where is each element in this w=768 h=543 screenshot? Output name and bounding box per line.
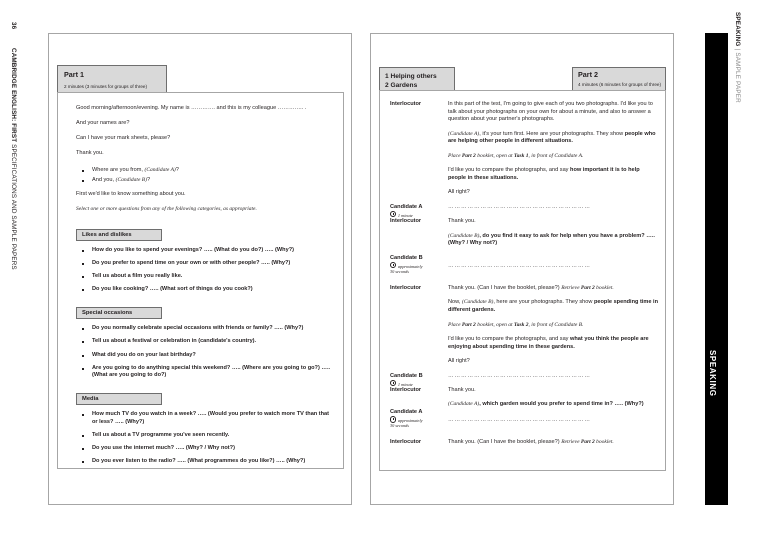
- retrieve-bold-part2: Part 2: [580, 284, 595, 291]
- speaker-candidate-a: [390, 204, 448, 218]
- dialogue-row: [390, 285, 658, 366]
- intro-paragraph: In this part of the test, I'm going to give each of you two photographs. I'd like you to talk about your photographs on your own for about a minute, and also to answer a question about your partner's photographs.: [448, 101, 653, 123]
- timing-thirty-seconds: [390, 416, 448, 428]
- candidate-a-ref: (Candidate A): [448, 401, 480, 408]
- intro-line-3: Can I have your mark sheets, please?: [76, 135, 171, 142]
- bullet-text-plain-after: ?: [146, 176, 151, 183]
- retrieve-bold-part2: Part 2: [580, 439, 595, 446]
- retrieve-paragraph-1: [448, 285, 658, 293]
- dotted-line-text: …………………………………………………………: [448, 416, 591, 423]
- turn-b-plain: , here are your photographs. They show: [493, 299, 594, 306]
- compare-2-bold: what you think the people are enjoying about spending time in these gardens.: [448, 336, 649, 350]
- spacer: [390, 274, 658, 285]
- dialogue-text: [448, 285, 658, 366]
- list-item: Do you prefer to spend time on your own or with other people? ….. (Why?): [76, 260, 332, 268]
- timing-text: 1 minute: [397, 381, 413, 387]
- part1-subtitle: 2 minutes (3 minutes for groups of three): [64, 83, 147, 89]
- clock-icon: [390, 211, 396, 217]
- list-item: Do you like cooking? ….. (What sort of things do you cook?): [76, 286, 332, 294]
- running-head-left-bold: CAMBRIDGE ENGLISH: FIRST: [10, 48, 17, 143]
- retrieve-italic-pre: Retrieve: [561, 284, 581, 291]
- candidate-b-ref: (Candidate B): [448, 232, 480, 239]
- compare-1-paragraph: [448, 167, 658, 182]
- left-margin: [0, 0, 34, 543]
- retrieve-italic-post: booklet.: [594, 439, 614, 446]
- place-mid1: booklet, open at: [475, 321, 514, 328]
- dialogue-text: [448, 439, 658, 447]
- place-task1-instruction: [448, 153, 658, 160]
- speaker-candidate-b: [390, 255, 448, 274]
- clock-icon: [390, 416, 396, 422]
- timing-text-approximately: approximately: [397, 418, 423, 424]
- answer-dotted-line: [448, 255, 658, 270]
- bullet-text-plain-before: And you,: [92, 176, 116, 183]
- spacer: [390, 428, 658, 439]
- intro-line-4: Thank you.: [76, 150, 104, 157]
- speaker-interlocutor: Interlocutor: [390, 439, 422, 446]
- list-item: How do you like to spend your evenings? ….. (What do you do?) ….. (Why?): [76, 247, 332, 255]
- running-head-left-rest: SPECIFICATIONS AND SAMPLE PAPERS: [10, 142, 17, 270]
- retrieve-italic-pre: Retrieve: [561, 439, 581, 446]
- all-right-2: All right?: [448, 358, 470, 365]
- running-head-left: [10, 48, 17, 270]
- retrieve-pre: Thank you. (Can I have the booklet, please?): [448, 439, 562, 446]
- timing-thirty-seconds: [390, 262, 448, 274]
- part1-content-frame: [57, 92, 344, 469]
- speaker-label: Candidate B: [390, 372, 423, 379]
- question-a-bold: , which garden would you prefer to spend time in? ….. (Why?): [479, 401, 644, 408]
- dialogue-text: [448, 218, 658, 248]
- part2-topics-box: [379, 67, 455, 91]
- place-mid2: , in front of Candidate B.: [528, 321, 584, 328]
- list-item: Do you use the internet much? ….. (Why? / Why not?): [76, 445, 332, 453]
- place-pre: Place: [448, 152, 462, 159]
- all-right-1: All right?: [448, 189, 470, 196]
- dialogue-row: [390, 373, 658, 387]
- section-tab: [705, 33, 728, 505]
- dotted-line-text: …………………………………………………………: [448, 262, 591, 269]
- intro-line-1: Good morning/afternoon/evening. My name is …………. and this is my colleague ………….. .: [76, 105, 307, 111]
- selection-instruction: Select one or more questions from any of the following categories, as appropriate.: [76, 206, 257, 213]
- retrieve-italic-post: booklet.: [594, 284, 614, 291]
- speaker-interlocutor: Interlocutor: [390, 386, 422, 393]
- list-item: Tell us about a TV programme you've seen recently.: [76, 432, 332, 440]
- clock-icon: [390, 380, 396, 386]
- list-item: How much TV do you watch in a week? ….. (Would you prefer to watch more TV than that or less? ….. (Why?): [76, 411, 332, 426]
- part1-title: Part 1: [64, 70, 84, 79]
- speaker-interlocutor: Interlocutor: [390, 218, 422, 225]
- speaker-interlocutor: Interlocutor: [390, 284, 422, 291]
- after-bullets-line: First we'd like to know something about you.: [76, 191, 186, 198]
- category-label-likes-and-dislikes: Likes and dislikes: [76, 229, 162, 242]
- place-mid2: , in front of Candidate A.: [528, 152, 584, 159]
- part2-subtitle: 4 minutes (6 minutes for groups of three): [578, 81, 661, 87]
- part1-header-box: [57, 65, 167, 93]
- question-b-bold: , do you find it easy to ask for help when you have a problem? ….. (Why? / Why not?): [448, 232, 655, 247]
- bullet-text-italic: (Candidate A): [144, 166, 176, 173]
- list-item: Tell us about a film you really like.: [76, 273, 332, 281]
- turn-b-bold: people spending time in different gardens.: [448, 299, 659, 314]
- answer-dotted-line: …………………………………………………………: [448, 372, 591, 379]
- retrieve-paragraph-2: [448, 439, 658, 447]
- spacer: [390, 248, 658, 255]
- timing-one-minute: [390, 211, 448, 218]
- thank-you-2: Thank you.: [448, 386, 476, 393]
- timing-text-seconds: 30 seconds: [390, 268, 409, 274]
- place-task2-instruction: [448, 322, 658, 329]
- compare-2-paragraph: [448, 336, 658, 351]
- place-bold-part2: Part 2: [461, 321, 476, 328]
- part2-content-frame: [379, 90, 666, 471]
- place-bold-task2: Task 2: [513, 321, 529, 328]
- turn-b-pre: Now,: [448, 299, 462, 306]
- answer-dotted-line: [448, 409, 658, 424]
- turn-a-bold: people who are helping other people in different situations.: [448, 130, 656, 145]
- dialogue-row: [390, 218, 658, 248]
- speaker-candidate-a: [390, 409, 448, 428]
- running-head-right: [734, 12, 741, 103]
- question-a-paragraph: [448, 401, 658, 409]
- place-bold-part2: Part 2: [461, 152, 476, 159]
- turn-a-plain: , it's your turn first. Here are your photographs. They show: [479, 130, 625, 137]
- dialogue-row: [390, 387, 658, 409]
- part2-title: Part 2: [578, 70, 598, 79]
- running-head-right-bold: SPEAKING: [734, 12, 741, 47]
- dialogue-row: [390, 409, 658, 428]
- timing-one-minute: [390, 380, 448, 387]
- thank-you-1: Thank you.: [448, 218, 476, 225]
- dialogue-row: [390, 204, 658, 218]
- running-head-separator: |: [734, 48, 741, 51]
- category-label-media: Media: [76, 393, 162, 406]
- compare-1-plain: I'd like you to compare the photographs, and say: [448, 167, 571, 174]
- dialogue-row: [390, 101, 658, 197]
- page-panel-left: [48, 33, 352, 505]
- intro-line-2: And your names are?: [76, 120, 130, 127]
- list-item: [76, 177, 332, 185]
- turn-a-paragraph: [448, 131, 658, 146]
- list-item: Do you ever listen to the radio? ….. (What programmes do you like?) ….. (Why?): [76, 458, 332, 466]
- list-item: Do you normally celebrate special occasions with friends or family? ….. (Why?): [76, 325, 332, 333]
- timing-text-approximately: approximately: [397, 263, 423, 269]
- place-pre: Place: [448, 321, 462, 328]
- dialogue-text: [448, 387, 658, 409]
- list-item: Tell us about a festival or celebration in (candidate's country).: [76, 338, 332, 346]
- speaker-label: Candidate A: [390, 203, 423, 210]
- speaker-interlocutor: Interlocutor: [390, 101, 422, 107]
- retrieve-pre: Thank you. (Can I have the booklet, please?): [448, 284, 562, 291]
- topic-item-2: 2 Gardens: [385, 82, 418, 90]
- page-panel-right: [370, 33, 674, 505]
- category-questions-likes-and-dislikes: [76, 247, 332, 294]
- spacer: [390, 366, 658, 373]
- bullet-text-plain-after: ?: [175, 166, 179, 173]
- dialogue-row: [390, 255, 658, 274]
- bullet-text-italic: (Candidate B): [115, 176, 147, 183]
- section-tab-label: SPEAKING: [708, 350, 717, 397]
- speaker-candidate-b: [390, 373, 448, 387]
- list-item: What did you do on your last birthday?: [76, 352, 332, 360]
- candidate-a-ref: (Candidate A): [448, 130, 480, 137]
- category-questions-media: [76, 411, 332, 465]
- topic-item-1: 1 Helping others: [385, 73, 437, 80]
- spacer: [390, 197, 658, 204]
- list-item: [76, 167, 332, 175]
- clock-icon: [390, 262, 396, 268]
- dialogue-text: [448, 101, 658, 197]
- category-label-special-occasions: Special occasions: [76, 307, 162, 320]
- part2-dialogue: [390, 101, 658, 447]
- timing-text: 1 minute: [397, 212, 413, 218]
- page-number: 36: [10, 22, 17, 30]
- candidate-b-ref: (Candidate B): [462, 299, 494, 306]
- name-question-bullets: [76, 167, 332, 185]
- list-item: Are you going to do anything special this weekend? ….. (Where are you going to go?) ….. (What are you going to do?): [76, 365, 332, 380]
- place-mid1: booklet, open at: [475, 152, 514, 159]
- answer-dotted-line: …………………………………………………………: [448, 203, 591, 210]
- bullet-text-plain-before: Where are you from,: [92, 166, 145, 173]
- dialogue-row: [390, 439, 658, 447]
- part1-body: [76, 105, 332, 472]
- compare-2-plain: I'd like you to compare the photographs, and say: [448, 336, 571, 342]
- turn-b-paragraph: [448, 299, 658, 314]
- place-bold-task1: Task 1: [513, 152, 529, 159]
- part2-header-box: [572, 67, 666, 91]
- speaker-label: Candidate A: [390, 408, 423, 415]
- category-questions-special-occasions: [76, 325, 332, 379]
- speaker-label: Candidate B: [390, 254, 423, 261]
- running-head-right-sub: SAMPLE PAPER: [734, 52, 741, 103]
- timing-text-seconds: 30 seconds: [390, 423, 409, 429]
- compare-1-bold: how important it is to help people in these situations.: [448, 167, 640, 181]
- question-b-paragraph: [448, 233, 658, 248]
